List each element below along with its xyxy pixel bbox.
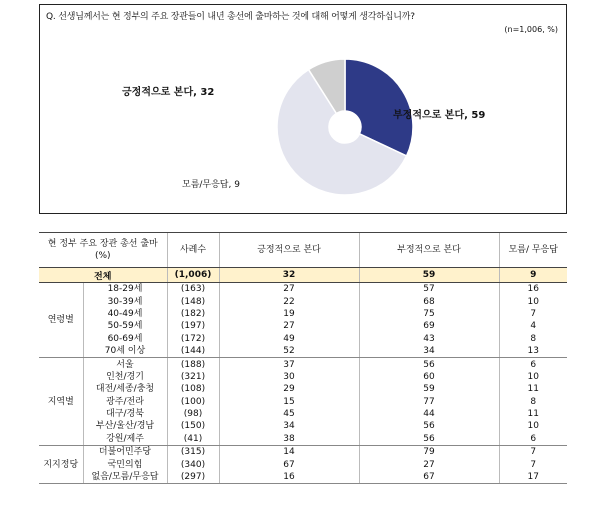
row-dk: 7 (499, 458, 567, 470)
row-dk: 11 (499, 383, 567, 395)
row-positive: 16 (219, 471, 359, 484)
total-dk: 9 (499, 268, 567, 283)
row-n: (144) (167, 345, 219, 358)
row-negative: 60 (359, 371, 499, 383)
row-negative: 34 (359, 345, 499, 358)
row-negative: 77 (359, 396, 499, 408)
table-row (39, 283, 567, 296)
row-negative: 68 (359, 295, 499, 307)
group-label: 지역별 (39, 358, 83, 446)
chart-panel (39, 4, 567, 214)
total-label: 전체 (39, 268, 167, 283)
row-label: 인천/경기 (83, 371, 167, 383)
header-positive: 긍정적으로 본다 (219, 233, 359, 268)
header-dk: 모름/ 무응답 (499, 233, 567, 268)
row-dk: 6 (499, 433, 567, 446)
row-negative: 44 (359, 408, 499, 420)
total-n: (1,006) (167, 268, 219, 283)
row-label: 대전/세종/충청 (83, 383, 167, 395)
row-negative: 43 (359, 333, 499, 345)
table-row (39, 433, 567, 446)
row-n: (148) (167, 295, 219, 307)
row-positive: 45 (219, 408, 359, 420)
row-n: (340) (167, 458, 219, 470)
row-label: 40-49세 (83, 308, 167, 320)
row-n: (100) (167, 396, 219, 408)
table-row (39, 383, 567, 395)
row-negative: 57 (359, 283, 499, 296)
slice-label-positive: 긍정적으로 본다, 32 (122, 87, 215, 98)
row-label: 광주/전라 (83, 396, 167, 408)
row-n: (188) (167, 358, 219, 371)
table-row (39, 420, 567, 432)
row-dk: 13 (499, 345, 567, 358)
row-n: (172) (167, 333, 219, 345)
row-dk: 11 (499, 408, 567, 420)
crosstab-table (39, 232, 567, 484)
row-positive: 38 (219, 433, 359, 446)
table-row (39, 408, 567, 420)
row-n: (197) (167, 320, 219, 332)
table-row (39, 320, 567, 332)
row-negative: 69 (359, 320, 499, 332)
row-negative: 56 (359, 358, 499, 371)
row-positive: 19 (219, 308, 359, 320)
row-negative: 59 (359, 383, 499, 395)
row-positive: 15 (219, 396, 359, 408)
row-negative: 27 (359, 458, 499, 470)
row-negative: 67 (359, 471, 499, 484)
row-n: (182) (167, 308, 219, 320)
row-n: (150) (167, 420, 219, 432)
table-row (39, 345, 567, 358)
row-positive: 29 (219, 383, 359, 395)
row-dk: 10 (499, 295, 567, 307)
row-dk: 8 (499, 396, 567, 408)
row-positive: 27 (219, 283, 359, 296)
table-row (39, 396, 567, 408)
row-dk: 7 (499, 308, 567, 320)
row-label: 강원/제주 (83, 433, 167, 446)
row-negative: 56 (359, 433, 499, 446)
row-label: 70세 이상 (83, 345, 167, 358)
row-dk: 4 (499, 320, 567, 332)
row-label: 더불어민주당 (83, 446, 167, 459)
row-positive: 34 (219, 420, 359, 432)
table-row (39, 446, 567, 459)
row-dk: 8 (499, 333, 567, 345)
header-negative: 부정적으로 본다 (359, 233, 499, 268)
row-dk: 10 (499, 371, 567, 383)
row-positive: 49 (219, 333, 359, 345)
group-label: 연령별 (39, 283, 83, 358)
row-n: (98) (167, 408, 219, 420)
row-n: (297) (167, 471, 219, 484)
total-row (39, 268, 567, 283)
header-category: 현 정부 주요 장관 총선 출마 (%) (39, 233, 167, 268)
row-dk: 7 (499, 446, 567, 459)
row-positive: 30 (219, 371, 359, 383)
slice-label-dk: 모름/무응답, 9 (182, 180, 240, 190)
row-negative: 79 (359, 446, 499, 459)
total-negative: 59 (359, 268, 499, 283)
row-label: 50-59세 (83, 320, 167, 332)
table-row (39, 471, 567, 484)
row-n: (41) (167, 433, 219, 446)
row-dk: 6 (499, 358, 567, 371)
pie-chart (40, 5, 566, 213)
table-row (39, 308, 567, 320)
table-row (39, 333, 567, 345)
row-dk: 10 (499, 420, 567, 432)
table-row (39, 458, 567, 470)
row-positive: 52 (219, 345, 359, 358)
row-label: 없음/모름/무응답 (83, 471, 167, 484)
row-label: 60-69세 (83, 333, 167, 345)
group-label: 지지정당 (39, 446, 83, 484)
question-text: Q. 선생님께서는 현 정부의 주요 장관들이 내년 총선에 출마하는 것에 대해 어떻게 생각하십니까? (46, 12, 415, 22)
row-label: 30-39세 (83, 295, 167, 307)
row-n: (163) (167, 283, 219, 296)
row-dk: 16 (499, 283, 567, 296)
row-negative: 56 (359, 420, 499, 432)
row-positive: 22 (219, 295, 359, 307)
row-label: 서울 (83, 358, 167, 371)
row-label: 18-29세 (83, 283, 167, 296)
row-label: 대구/경북 (83, 408, 167, 420)
row-positive: 67 (219, 458, 359, 470)
row-label: 국민의힘 (83, 458, 167, 470)
row-dk: 17 (499, 471, 567, 484)
sample-size-note: (n=1,006, %) (504, 25, 558, 34)
row-positive: 37 (219, 358, 359, 371)
row-positive: 27 (219, 320, 359, 332)
table-row (39, 358, 567, 371)
slice-label-negative: 부정적으로 본다, 59 (393, 110, 486, 121)
total-positive: 32 (219, 268, 359, 283)
table-row (39, 371, 567, 383)
table-row (39, 295, 567, 307)
row-n: (315) (167, 446, 219, 459)
row-n: (108) (167, 383, 219, 395)
row-positive: 14 (219, 446, 359, 459)
row-n: (321) (167, 371, 219, 383)
header-n: 사례수 (167, 233, 219, 268)
row-label: 부산/울산/경남 (83, 420, 167, 432)
row-negative: 75 (359, 308, 499, 320)
